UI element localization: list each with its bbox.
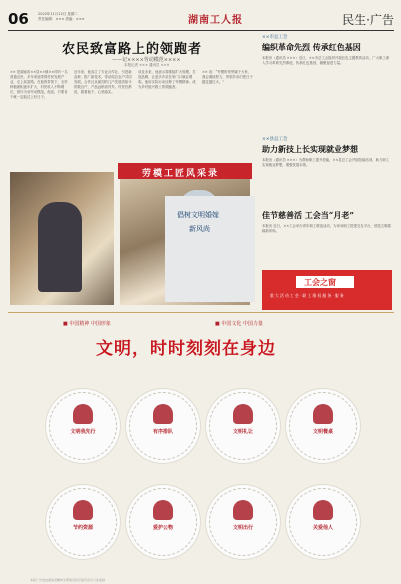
clock-ring — [49, 392, 117, 460]
clock-ring — [209, 392, 277, 460]
feature-box — [165, 196, 255, 302]
feature-box-line-1: 倡树文明婚嫁 — [177, 211, 219, 219]
clock-ring — [289, 488, 357, 556]
notice-box-title-bg — [296, 276, 354, 288]
feature-banner-text: 劳模工匠风采录 — [142, 169, 220, 179]
page-header — [8, 10, 394, 31]
poster-tag-right: ■ 中国文化 中国力量 — [215, 321, 263, 327]
article-column-2: 近年来，他成立了专业合作社，引进新品种、推广新技术，带动周边农户共同发展。合作社从最初的几户发展到如今的数百户，产品远销省内外。村民们都说，跟着他干，心里踏实。 — [74, 70, 132, 94]
issue-editor: 责任编辑：××× 美编：××× — [38, 17, 85, 21]
clock-label: 文明餐桌 — [312, 429, 333, 435]
right-article-title: 佳节慈善活 工会当“月老” — [262, 210, 354, 220]
issue-date: 2024年11月12日 星期二 — [38, 12, 78, 16]
article-column-1: ×× 是湖南省××县××镇××村的一名普通农民，多年来他带领村民发展产业，走上致富路。在他的带领下，全村种植面积逐年扩大，村民收入不断增长，被评为省劳动模范。他说，只要肯干就一定能过上好日子。 — [10, 70, 68, 99]
issue-meta — [38, 12, 85, 22]
right-article-label: ××县总工会 — [262, 137, 288, 142]
right-article-2 — [262, 136, 392, 168]
poster-slogan: 文明，时时刻刻在身边 — [96, 339, 276, 359]
poster-clock-2 — [125, 388, 201, 464]
person-icon — [73, 404, 93, 424]
notice-box — [262, 270, 392, 310]
feature-box-line-2: 新风尚 — [189, 225, 210, 233]
right-article-3 — [262, 208, 392, 234]
person-icon — [313, 404, 333, 424]
civility-poster — [12, 320, 392, 576]
clock-ring — [129, 488, 197, 556]
poster-clock-1 — [45, 388, 121, 464]
clock-label: 文明出行 — [232, 525, 253, 531]
section-divider — [8, 312, 394, 313]
right-article-body: 本报讯 近日，××工会举办青年职工联谊活动，为单身职工搭建交友平台，营造文明婚嫁新风尚。 — [262, 224, 391, 233]
clock-label: 有序排队 — [152, 429, 173, 435]
person-icon — [153, 404, 173, 424]
clock-ring — [49, 488, 117, 556]
poster-clock-7 — [205, 484, 281, 560]
section-title: 民生·广告 — [342, 13, 394, 27]
clock-ring — [129, 392, 197, 460]
person-icon — [233, 404, 253, 424]
right-article-1 — [262, 34, 392, 66]
notice-box-title: 工会之窗 — [304, 277, 336, 287]
right-article-title: 编织革命先烈 传承红色基因 — [262, 42, 361, 52]
person-icon — [73, 500, 93, 520]
poster-clock-6 — [125, 484, 201, 560]
person-icon — [153, 500, 173, 520]
poster-clock-8 — [285, 484, 361, 560]
article-subhead: ——记××××劳动模范×××× — [112, 57, 181, 63]
photo-person — [38, 202, 82, 292]
clock-label: 关爱他人 — [312, 525, 333, 531]
clock-label: 节约资源 — [72, 525, 93, 531]
masthead: 湖南工人报 — [188, 15, 243, 26]
clock-label: 文明礼让 — [232, 429, 253, 435]
right-article-body: 本报讯（通讯员 ×××）为帮助职工提升技能，××县总工会开展技能培训，助力职工实现就业梦想，增强发展本领。 — [262, 158, 390, 167]
person-icon — [233, 500, 253, 520]
article-photo — [10, 172, 114, 305]
right-article-title: 助力新技上长实现就业梦想 — [262, 144, 358, 154]
article-column-4: ×× 说：“劳模的荣誉属于大家，我会继续努力，带领乡亲们把日子越过越红火。” — [202, 70, 253, 84]
right-article-label: ××市总工会 — [262, 35, 288, 40]
page-footer: 本版广告语由湖南省精神文明建设指导委员会办公室监制 — [30, 578, 106, 582]
poster-clock-3 — [205, 388, 281, 464]
page-number: 06 — [8, 10, 29, 28]
article-headline: 农民致富路上的领跑者 — [62, 42, 203, 57]
poster-tag-left: ■ 中国精神 中国形象 — [63, 321, 111, 327]
poster-clock-5 — [45, 484, 121, 560]
person-icon — [313, 500, 333, 520]
article-column-3: 谈及未来，他表示将继续扩大规模，打造品牌，让更多乡亲在家门口就业增收。他用实际行动诠释了劳模精神，成为乡村振兴路上的领跑者。 — [138, 70, 196, 89]
article-byline: 本报记者 ××× 通讯员 ××× — [124, 63, 170, 67]
clock-label: 文明我先行 — [70, 429, 96, 435]
clock-ring — [209, 488, 277, 556]
poster-clock-4 — [285, 388, 361, 464]
clock-label: 爱护公物 — [152, 525, 173, 531]
notice-box-sub: 重 大 活 动 工 会 · 职 工 维 权 服 务 · 服 务 — [270, 293, 344, 298]
clock-ring — [289, 392, 357, 460]
right-article-body: 本报讯（通讯员 ×××）近日，××市总工会组织开展红色主题教育活动，广大职工深入学习革命先烈事迹，传承红色基因，凝聚奋进力量。 — [262, 56, 390, 65]
